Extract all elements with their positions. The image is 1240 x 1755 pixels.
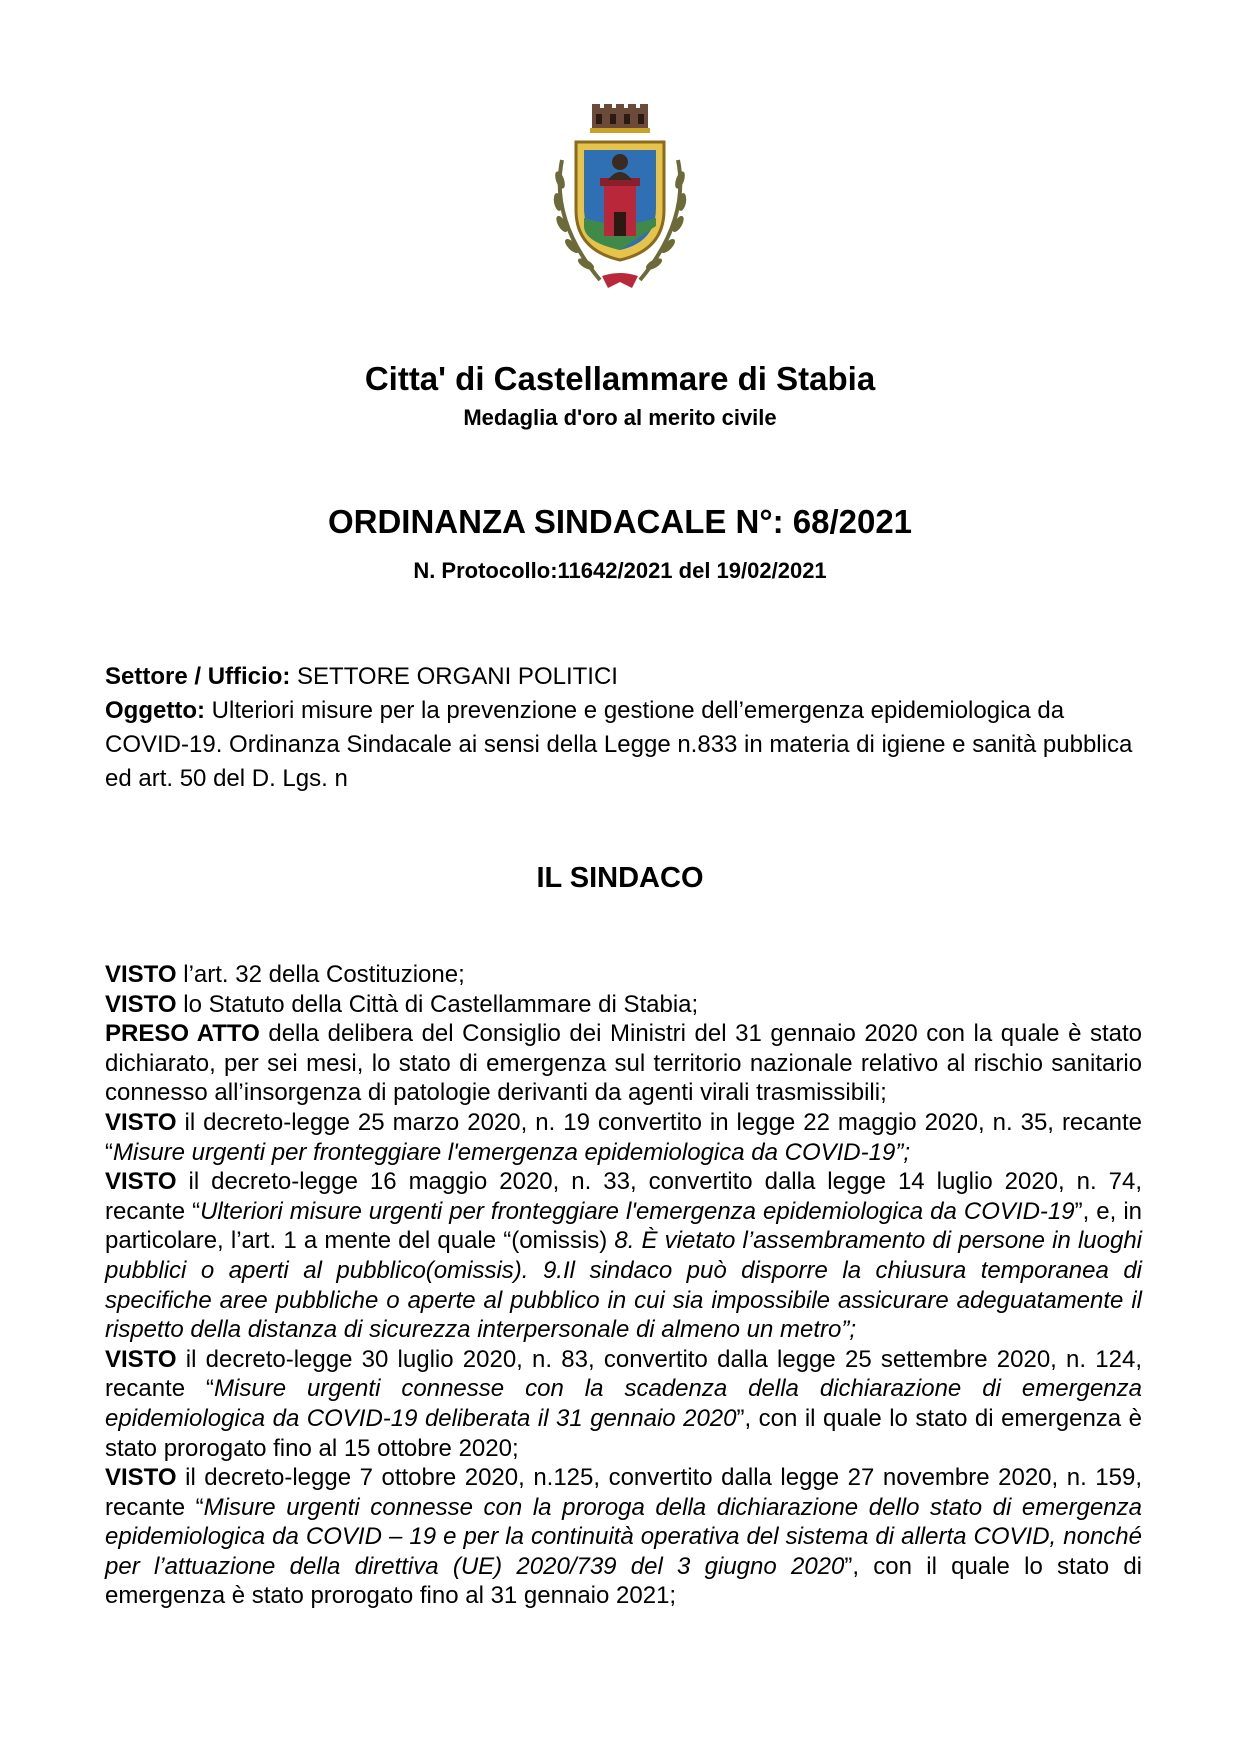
city-name: Citta' di Castellammare di Stabia <box>364 360 876 397</box>
paragraph-text: lo Statuto della Città di Castellammare di Stabia; <box>176 990 699 1018</box>
paragraph-text: l’art. 32 della Costituzione; <box>176 961 465 988</box>
ordinance-title: ORDINANZA SINDACALE N°: 68/2021 <box>327 503 913 540</box>
settore-line <box>105 660 1142 694</box>
paragraph-text: ”, con il quale lo stato di emergenza è stato prorogato fino al 31 gennaio 2021; <box>105 1552 1143 1610</box>
city-subtitle: Medaglia d'oro al merito civile <box>463 405 777 430</box>
settore-label: Settore / Ufficio: <box>105 663 291 690</box>
paragraph-lead: VISTO <box>105 1345 177 1373</box>
paragraph <box>105 1463 1142 1611</box>
section-heading: IL SINDACO <box>536 862 704 894</box>
paragraph-italic: Misure urgenti connesse con la proroga della dichiarazione dello stato di emergenza epidemiologica da COVID – 19 e per la continuità operativa del sistema di allerta COVID, nonché per l’attuazione della direttiva (UE) 2020/739 del 3 giugno 2020 <box>105 1493 1142 1580</box>
paragraph-text: il decreto-legge 25 marzo 2020, n. 19 convertito in legge 22 maggio 2020, n. 35, recante “ <box>105 1108 1142 1166</box>
oggetto-label: Oggetto: <box>105 697 205 724</box>
paragraph-lead: VISTO <box>105 1168 177 1196</box>
oggetto-block <box>105 694 1142 796</box>
oggetto-value: Ulteriori misure per la prevenzione e gestione dell’emergenza epidemiologica da COVID-19. Ordinanza Sindacale ai sensi della Legge n.833 in materia di igiene e sanità pubblica ed art. 50 del D. Lgs. n <box>105 697 1133 792</box>
paragraph-text: il decreto-legge 30 luglio 2020, n. 83, convertito dalla legge 25 settembre 2020, n. 124, recante “ <box>105 1345 1142 1403</box>
paragraph-text: il decreto-legge 7 ottobre 2020, n.125, convertito dalla legge 27 novembre 2020, n. 159, recante “ <box>105 1464 1142 1521</box>
paragraph-italic: Misure urgenti per fronteggiare l'emergenza epidemiologica da COVID-19”; <box>113 1138 910 1166</box>
paragraph-text: ”, con il quale lo stato di emergenza è stato prorogato fino al 15 ottobre 2020; <box>105 1404 1142 1462</box>
paragraph <box>105 990 1142 1020</box>
document-body <box>105 960 1142 1611</box>
paragraph-lead: VISTO <box>105 1108 177 1136</box>
paragraph-italic: Misure urgenti connesse con la scadenza della dichiarazione di emergenza epidemiologica da COVID-19 deliberata il 31 gennaio 2020 <box>105 1375 1142 1432</box>
settore-value: SETTORE ORGANI POLITICI <box>290 663 618 690</box>
paragraph <box>105 1108 1142 1167</box>
paragraph-text: della delibera del Consiglio dei Ministri del 31 gennaio 2020 con la quale è stato dichiarato, per sei mesi, lo stato di emergenza sul territorio nazionale relativo al rischio sanitario connesso all’insorgenza di patologie derivanti da agenti virali trasmissibili; <box>105 1020 1142 1107</box>
paragraph <box>105 1019 1142 1108</box>
paragraph-lead: VISTO <box>105 990 177 1018</box>
paragraph-text: il decreto-legge 16 maggio 2020, n. 33, convertito dalla legge 14 luglio 2020, n. 74, recante “ <box>105 1168 1142 1225</box>
protocol-number: N. Protocollo:11642/2021 del 19/02/2021 <box>413 558 827 583</box>
coat-of-arms-icon <box>540 100 700 300</box>
paragraph-lead: PRESO ATTO <box>105 1020 260 1048</box>
paragraph-lead: VISTO <box>105 1464 177 1492</box>
paragraph <box>105 1345 1142 1463</box>
paragraph <box>105 1167 1142 1345</box>
paragraph-text: ”, e, in particolare, l’art. 1 a mente del quale “(omissis) <box>105 1197 1142 1255</box>
paragraph-lead: VISTO <box>105 961 177 988</box>
paragraph-italic: 8. È vietato l’assembramento di persone in luoghi pubblici o aperti al pubblico(omissis). 9.Il sindaco può disporre la chiusura temporanea di specifiche aree pubbliche o aperte al pubblico in cui sia impossibile assicurare adeguatamente il rispetto della distanza di sicurezza interpersonale di almeno un metro”; <box>105 1227 1142 1344</box>
paragraph-italic: Ulteriori misure urgenti per fronteggiare l'emergenza epidemiologica da COVID-19 <box>200 1197 1075 1225</box>
paragraph <box>105 960 1142 990</box>
